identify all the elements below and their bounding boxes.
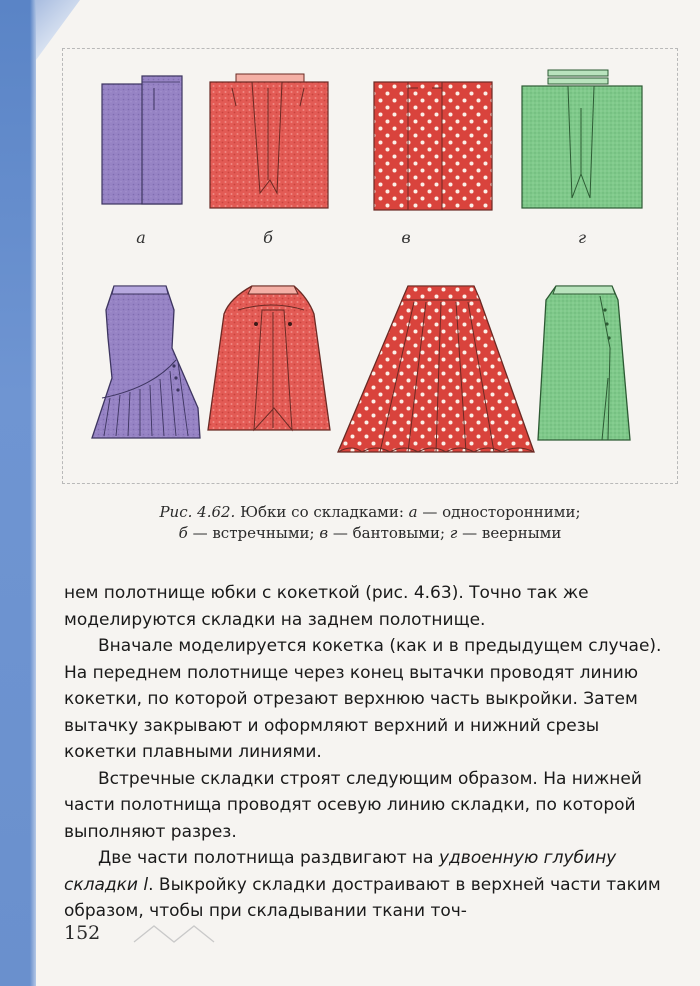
caption-a-text: — односторонними; bbox=[417, 503, 581, 521]
page-number-decoration bbox=[132, 918, 222, 948]
page-number: 152 bbox=[64, 922, 101, 944]
caption-g-text: — веерными bbox=[457, 524, 562, 542]
caption-b-text: — встречными; bbox=[187, 524, 320, 542]
body-text bbox=[64, 580, 674, 925]
pattern-g bbox=[522, 70, 642, 208]
figure-caption bbox=[100, 502, 640, 544]
paragraph-2: Вначале моделируется кокетка (как и в предыдущем случае). На переднем полотнище через конец вытачки проводят линию кокетки, по которой отрезают верхнюю часть выкройки. Затем вытачку закрывают и оформляют верхний и нижний срезы кокетки плавными линиями. bbox=[64, 636, 662, 762]
skirt-g bbox=[538, 286, 630, 440]
paragraph-3: Встречные складки строят следующим образом. На нижней части полотнища проводят осевую линию складки, по которой выполняют разрез. bbox=[64, 768, 642, 842]
paragraph-4-italic: удвоенную глубину складки l bbox=[64, 848, 617, 895]
paragraph-4-start: Две части полотнища раздвигают на bbox=[98, 848, 439, 868]
caption-a-letter: а bbox=[408, 503, 418, 521]
paragraph-1: нем полотнище юбки с кокеткой (рис. 4.63). Точно так же моделируются складки на заднем полотнище. bbox=[64, 583, 589, 630]
caption-g-letter: г bbox=[449, 524, 458, 542]
figure-label-b: б bbox=[263, 228, 273, 247]
caption-b-letter: б bbox=[178, 524, 188, 542]
paragraph-4 bbox=[64, 845, 674, 925]
paragraph-4-end: . Выкройку складки достраивают в верхней части таким образом, чтобы при складывании ткани точ- bbox=[64, 874, 661, 921]
caption-v-text: — бантовыми; bbox=[328, 524, 450, 542]
skirt-v bbox=[338, 286, 534, 452]
pattern-v bbox=[374, 82, 492, 210]
figure-label-v: в bbox=[401, 228, 411, 247]
page-edge-stripe bbox=[0, 0, 36, 986]
figure-label-g: г bbox=[577, 228, 587, 247]
caption-prefix: Рис. 4.62. bbox=[159, 503, 236, 521]
figure-label-a: а bbox=[136, 228, 146, 247]
skirt-a bbox=[92, 286, 200, 438]
caption-v-letter: в bbox=[319, 524, 329, 542]
skirts-figure bbox=[62, 48, 676, 482]
caption-line1: Юбки со складками: bbox=[235, 503, 409, 521]
pattern-a bbox=[102, 76, 182, 204]
pattern-b bbox=[210, 74, 328, 208]
skirt-b bbox=[208, 286, 330, 430]
